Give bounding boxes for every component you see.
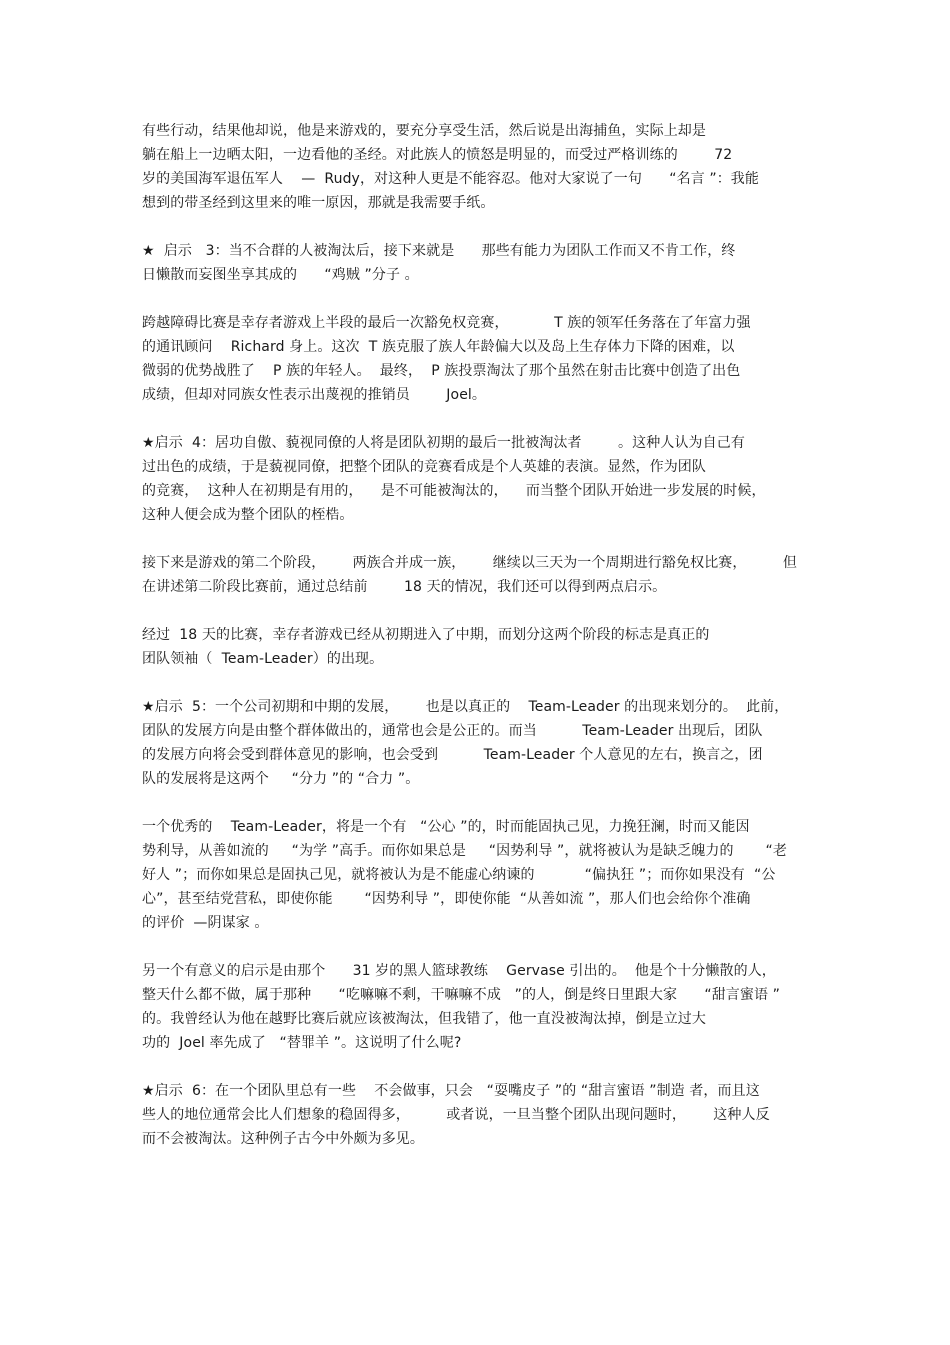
text-line: 另一个有意义的启示是由那个 31 岁的黑人篮球教练 Gervase 引出的。 他是个十分懒散的人， — [142, 963, 776, 979]
paragraph-insight-4 — [142, 431, 810, 527]
text-line: 功的 Joel 率先成了 “替罪羊 ”。这说明了什么呢? — [142, 1035, 462, 1051]
text-line: 这种人便会成为整个团队的桎梏。 — [142, 507, 354, 523]
paragraph-obstacle-race — [142, 311, 810, 407]
paragraph-team-leader — [142, 815, 810, 935]
paragraph-rudy — [142, 119, 810, 215]
paragraph-insight-3 — [142, 239, 810, 287]
text-line: 成绩，但却对同族女性表示出蔑视的推销员 Joel。 — [142, 387, 486, 403]
text-line: 一个优秀的 Team-Leader，将是一个有 “公心 ”的，时而能固执己见，力挽狂澜，时而又能因 — [142, 819, 750, 835]
text-line: 的发展方向将会受到群体意见的影响，也会受到 Team-Leader 个人意见的左右，换言之，团 — [142, 747, 763, 763]
text-line: 心”，甚至结党营私，即使你能 “因势利导 ”，即使你能 “从善如流 ”，那人们也会给你个准确 — [142, 891, 751, 907]
text-line: 些人的地位通常会比人们想象的稳固得多， 或者说，一旦当整个团队出现问题时， 这种人反 — [142, 1107, 770, 1123]
document-body — [142, 119, 810, 1175]
paragraph-insight-6 — [142, 1079, 810, 1151]
text-line: 的。我曾经认为他在越野比赛后就应该被淘汰，但我错了，他一直没被淘汰掉，倒是立过大 — [142, 1011, 706, 1027]
text-line: 的竞赛， 这种人在初期是有用的， 是不可能被淘汰的， 而当整个团队开始进一步发展的时候， — [142, 483, 766, 499]
text-line: 整天什么都不做，属于那种 “吃嘛嘛不剩，干嘛嘛不成 ”的人，倒是终日里跟大家 “甜言蜜语 ” — [142, 987, 781, 1003]
text-line: 跨越障碍比赛是幸存者游戏上半段的最后一次豁免权竞赛， T 族的领军任务落在了年富力强 — [142, 315, 751, 331]
text-line: 有些行动，结果他却说，他是来游戏的，要充分享受生活，然后说是出海捕鱼，实际上却是 — [142, 123, 706, 139]
paragraph-gervase — [142, 959, 810, 1055]
text-line: 队的发展将是这两个 “分力 ”的 “合力 ”。 — [142, 771, 420, 787]
text-line: 的通讯顾问 Richard 身上。这次 T 族克服了族人年龄偏大以及岛上生存体力下降的困难，以 — [142, 339, 735, 355]
text-line: 想到的带圣经到这里来的唯一原因，那就是我需要手纸。 — [142, 195, 495, 211]
text-line: 接下来是游戏的第二个阶段， 两族合并成一族， 继续以三天为一个周期进行豁免权比赛， 但 — [142, 555, 798, 571]
text-line: ★启示 5：一个公司初期和中期的发展， 也是以真正的 Team-Leader 的出现来划分的。 此前， — [142, 699, 789, 715]
text-line: 团队领袖（ Team-Leader）的出现。 — [142, 651, 384, 667]
text-line: 经过 18 天的比赛，幸存者游戏已经从初期进入了中期，而划分这两个阶段的标志是真正的 — [142, 627, 710, 643]
text-line: 团队的发展方向是由整个群体做出的，通常也会是公正的。而当 Team-Leader 出现后，团队 — [142, 723, 763, 739]
paragraph-second-stage — [142, 551, 810, 599]
text-line: 的评价 —阴谋家 。 — [142, 915, 269, 931]
text-line: 微弱的优势战胜了 P 族的年轻人。 最终， P 族投票淘汰了那个虽然在射击比赛中创造了出色 — [142, 363, 741, 379]
text-line: ★ 启示 3：当不合群的人被淘汰后，接下来就是 那些有能力为团队工作而又不肯工作，终 — [142, 243, 736, 259]
paragraph-insight-5 — [142, 695, 810, 791]
text-line: 日懒散而妄图坐享其成的 “鸡贼 ”分子 。 — [142, 267, 419, 283]
text-line: 在讲述第二阶段比赛前，通过总结前 18 天的情况，我们还可以得到两点启示。 — [142, 579, 667, 595]
text-line: 躺在船上一边晒太阳，一边看他的圣经。对此族人的愤怒是明显的，而受过严格训练的 72 — [142, 147, 733, 163]
text-line: 好人 ”；而你如果总是固执己见，就将被认为是不能虚心纳谏的 “偏执狂 ”；而你如果没有 “公 — [142, 867, 776, 883]
text-line: 过出色的成绩，于是藐视同僚，把整个团队的竞赛看成是个人英雄的表演。显然，作为团队 — [142, 459, 706, 475]
text-line: ★启示 4：居功自傲、藐视同僚的人将是团队初期的最后一批被淘汰者 。这种人认为自己有 — [142, 435, 745, 451]
text-line: 而不会被淘汰。这种例子古今中外颇为多见。 — [142, 1131, 424, 1147]
text-line: 势利导，从善如流的 “为学 ”高手。而你如果总是 “因势利导 ”，就将被认为是缺乏魄力的 “老 — [142, 843, 787, 859]
paragraph-18-days — [142, 623, 810, 671]
text-line: ★启示 6：在一个团队里总有一些 不会做事，只会 “耍嘴皮子 ”的 “甜言蜜语 ”制造 者，而且这 — [142, 1083, 760, 1099]
text-line: 岁的美国海军退伍军人 — Rudy，对这种人更是不能容忍。他对大家说了一句 “名言 ”：我能 — [142, 171, 759, 187]
